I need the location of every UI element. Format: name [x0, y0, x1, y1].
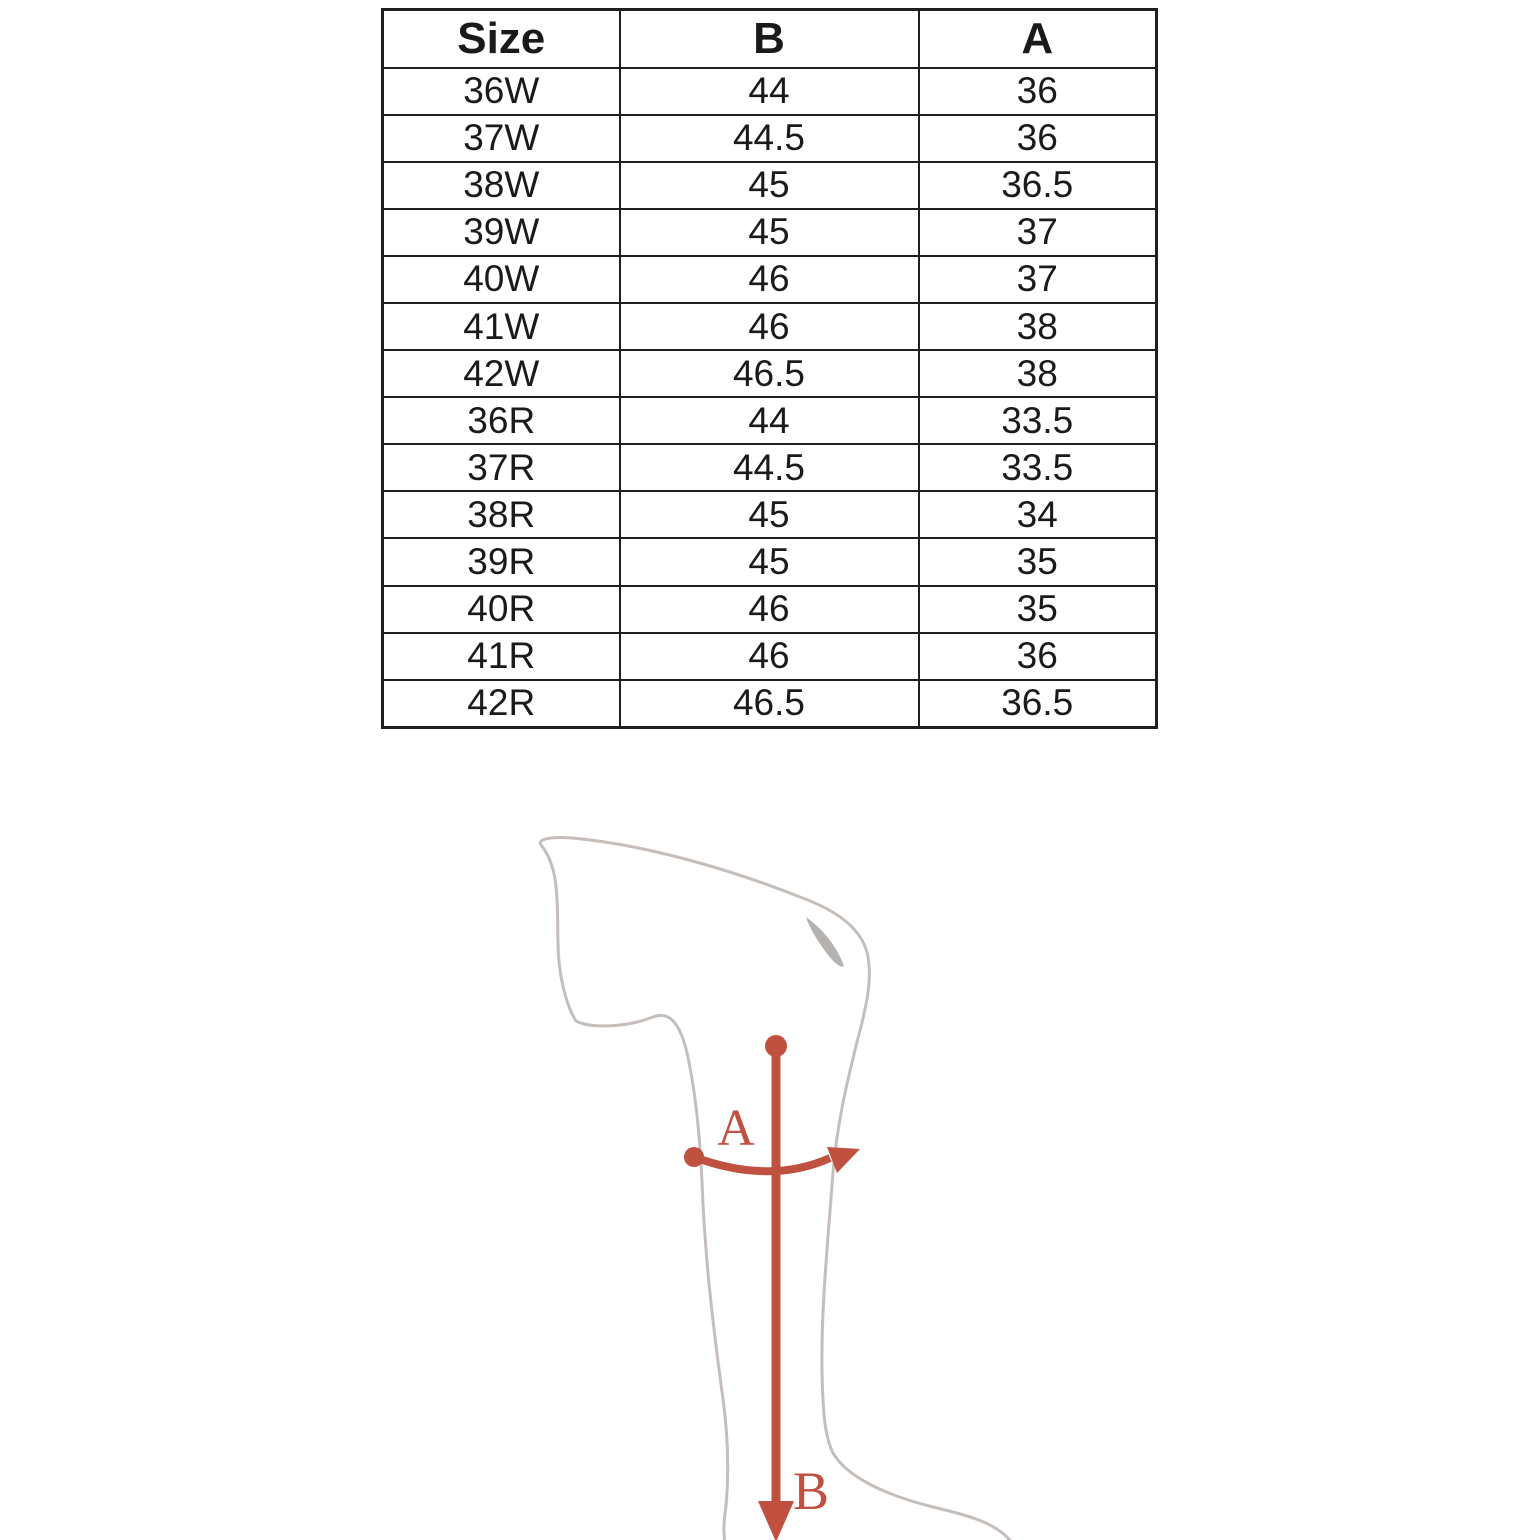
table-row: [383, 303, 1157, 350]
table-row: [383, 350, 1157, 397]
table-cell: 46: [620, 303, 919, 350]
measurement-label-a: A: [717, 1100, 755, 1157]
table-cell: 44.5: [620, 444, 919, 491]
table-cell: 46: [620, 586, 919, 633]
column-header-a: A: [919, 10, 1157, 68]
table-row: [383, 256, 1157, 303]
table-cell: 34: [919, 491, 1157, 538]
measure-b-arrowhead: [758, 1501, 794, 1540]
table-cell: 45: [620, 491, 919, 538]
table-cell: 33.5: [919, 397, 1157, 444]
size-table: [381, 8, 1158, 729]
table-row: [383, 209, 1157, 256]
measure-a-curve: [694, 1157, 830, 1171]
table-header: [383, 10, 1157, 68]
table-cell: 46.5: [620, 350, 919, 397]
table-cell: 35: [919, 586, 1157, 633]
table-cell: 36R: [383, 397, 620, 444]
table-cell: 38W: [383, 162, 620, 209]
table-body: [383, 68, 1157, 728]
table-cell: 36.5: [919, 162, 1157, 209]
column-header-size: Size: [383, 10, 620, 68]
table-cell: 46: [620, 256, 919, 303]
table-cell: 39W: [383, 209, 620, 256]
table-cell: 36.5: [919, 680, 1157, 728]
table-row: [383, 162, 1157, 209]
table-cell: 42W: [383, 350, 620, 397]
table-row: [383, 680, 1157, 728]
table-cell: 39R: [383, 538, 620, 585]
table-cell: 41W: [383, 303, 620, 350]
knee-highlight: [806, 917, 844, 967]
table-cell: 36: [919, 68, 1157, 115]
table-cell: 45: [620, 162, 919, 209]
table-cell: 36: [919, 633, 1157, 680]
leg-measurement-diagram: [500, 795, 1045, 1540]
table-cell: 46.5: [620, 680, 919, 728]
table-header-row: [383, 10, 1157, 68]
measurement-label-b: B: [793, 1461, 830, 1521]
table-row: [383, 115, 1157, 162]
table-cell: 45: [620, 209, 919, 256]
table-cell: 35: [919, 538, 1157, 585]
table-cell: 37R: [383, 444, 620, 491]
table-cell: 40R: [383, 586, 620, 633]
table-row: [383, 444, 1157, 491]
table-row: [383, 633, 1157, 680]
table-cell: 36: [919, 115, 1157, 162]
table-row: [383, 491, 1157, 538]
table-cell: 33.5: [919, 444, 1157, 491]
table-cell: 44: [620, 397, 919, 444]
table-row: [383, 68, 1157, 115]
table-cell: 38R: [383, 491, 620, 538]
column-header-b: B: [620, 10, 919, 68]
table-cell: 44.5: [620, 115, 919, 162]
table-cell: 41R: [383, 633, 620, 680]
table-cell: 40W: [383, 256, 620, 303]
table-cell: 44: [620, 68, 919, 115]
table-cell: 37: [919, 209, 1157, 256]
table-cell: 37W: [383, 115, 620, 162]
table-cell: 37: [919, 256, 1157, 303]
table-row: [383, 586, 1157, 633]
table-row: [383, 538, 1157, 585]
table-cell: 38: [919, 303, 1157, 350]
table-cell: 42R: [383, 680, 620, 728]
table-cell: 45: [620, 538, 919, 585]
table-cell: 36W: [383, 68, 620, 115]
table-cell: 46: [620, 633, 919, 680]
table-row: [383, 397, 1157, 444]
table-cell: 38: [919, 350, 1157, 397]
